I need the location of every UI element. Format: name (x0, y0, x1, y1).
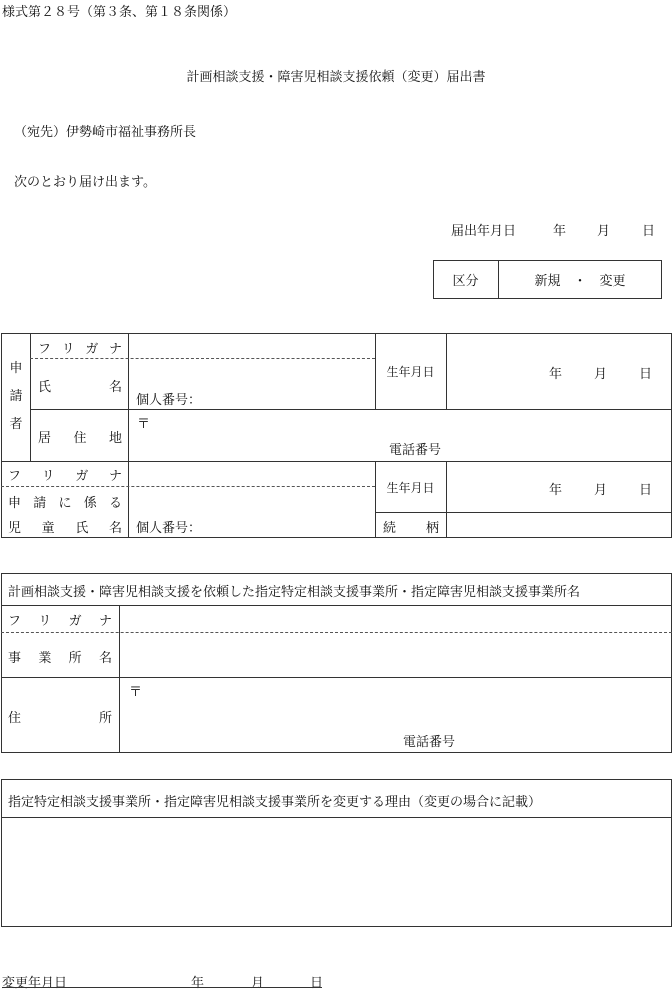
change-date-label: 変更年月日 (2, 976, 68, 991)
office-name-label: 事 業 所 名 (8, 651, 112, 666)
applicant-furigana-label: フ リ ガ ナ (38, 342, 122, 357)
submission-date-year: 年 (553, 224, 567, 239)
category-label: 区分 (452, 274, 479, 289)
reason-text-area[interactable] (2, 818, 670, 926)
office-phone-label: 電話番号 (403, 735, 456, 750)
child-furigana-label: フ リ ガ ナ (8, 469, 122, 484)
applicant-side-label: 申請者 (9, 361, 23, 432)
office-furigana-label: フ リ ガ ナ (8, 614, 112, 629)
page-title: 計画相談支援・障害児相談支援依頼（変更）届出書 (186, 70, 486, 85)
child-name-label-line1: 申 請 に 係 る (8, 496, 122, 511)
child-individual-number-label: 個人番号： (136, 521, 202, 536)
submission-date-month: 月 (597, 224, 611, 239)
applicant-address-label: 居 住 地 (38, 431, 122, 446)
applicant-name-label: 氏 名 (38, 380, 122, 395)
category-options[interactable]: 新規 ・ 変更 (534, 274, 626, 289)
change-date-month: 月 (251, 976, 265, 991)
applicant-individual-number-label: 個人番号： (136, 393, 202, 408)
child-birthdate-month: 月 (594, 483, 608, 498)
office-address-label: 住 所 (8, 711, 112, 726)
applicant-phone-label: 電話番号 (389, 443, 442, 458)
submission-date-label: 届出年月日 (451, 224, 517, 239)
child-name-label-line2: 児 童 氏 名 (8, 521, 122, 536)
office-postal-mark: 〒 (129, 685, 143, 700)
form-number: 様式第２８号（第３条、第１８条関係） (2, 5, 237, 20)
child-birthdate-label: 生年月日 (386, 481, 435, 495)
child-relation-label: 続 柄 (383, 521, 439, 536)
office-heading: 計画相談支援・障害児相談支援を依頼した指定特定相談支援事業所・指定障害児相談支援事業所名 (8, 585, 581, 600)
child-birthdate-year: 年 (549, 483, 563, 498)
change-date-day: 日 (310, 976, 324, 991)
change-date-year: 年 (191, 976, 205, 991)
change-date-underline (2, 987, 322, 988)
applicant-birthdate-day: 日 (639, 367, 653, 382)
applicant-birthdate-month: 月 (594, 367, 608, 382)
reason-heading: 指定特定相談支援事業所・指定障害児相談支援事業所を変更する理由（変更の場合に記載） (8, 795, 542, 810)
applicant-postal-mark: 〒 (137, 417, 151, 432)
addressee: （宛先）伊勢崎市福祉事務所長 (14, 125, 197, 140)
applicant-birthdate-year: 年 (549, 367, 563, 382)
submission-date-day: 日 (642, 224, 656, 239)
applicant-birthdate-label: 生年月日 (386, 365, 435, 379)
child-birthdate-day: 日 (639, 483, 653, 498)
intro-text: 次のとおり届け出ます。 (14, 175, 156, 190)
